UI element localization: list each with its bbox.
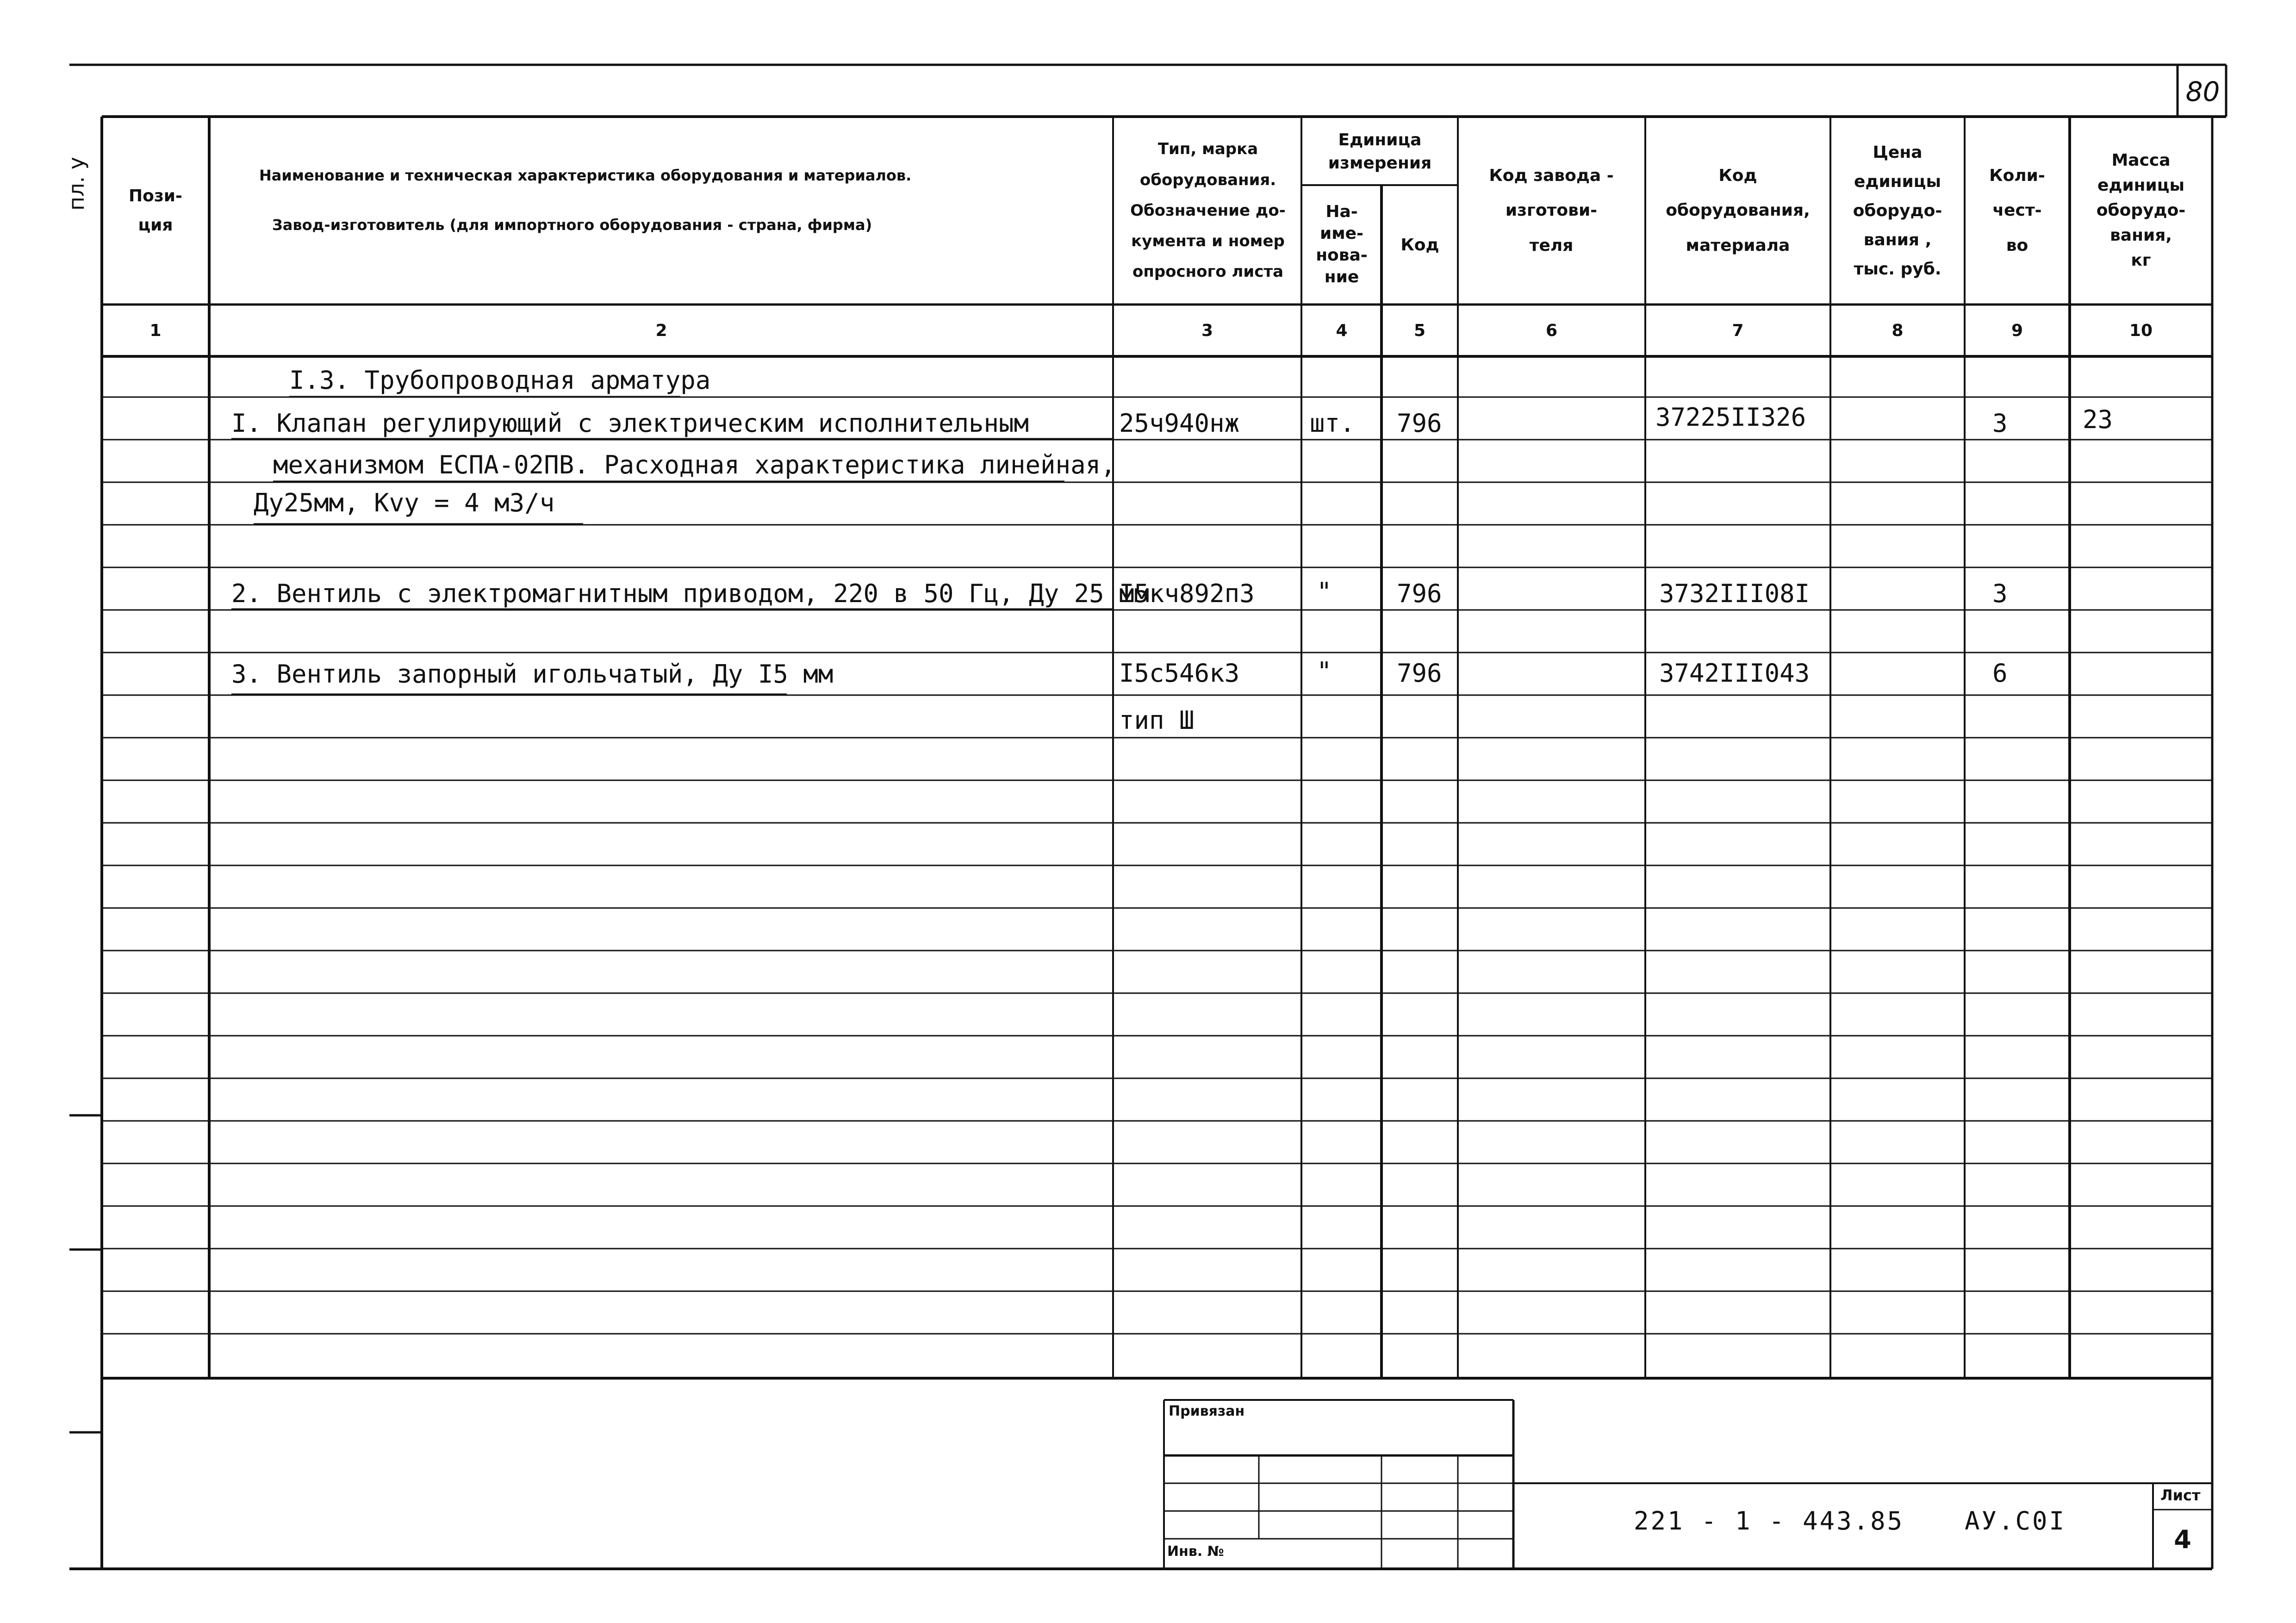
header-equipment-code: Код оборудования, материала	[1666, 166, 1810, 255]
row-6-type: тип Ш	[1119, 706, 1195, 735]
colnum-9: 9	[2011, 321, 2023, 340]
row-3-name: Ду25мм, Кvу = 4 м3/ч	[254, 488, 555, 517]
header-unit-code: Код	[1400, 235, 1439, 255]
colnum-6: 6	[1545, 321, 1558, 340]
colnum-10: 10	[2129, 321, 2153, 340]
row-5-unit-code: 796	[1397, 659, 1442, 688]
row-5-name: 3. Вентиль запорный игольчатый, Ду I5 мм	[231, 659, 834, 689]
document-code: АУ.С0I	[1965, 1506, 2066, 1536]
header-unit-group: Единица измерения	[1328, 130, 1432, 173]
header-type-mark: Тип, марка оборудования. Обозначение до- кумента и номер опросного листа	[1130, 140, 1286, 281]
row-5-unit: "	[1317, 657, 1332, 686]
document-number: 221 - 1 - 443.85	[1634, 1506, 1904, 1536]
row-4-type: I5кч892п3	[1119, 579, 1255, 608]
colnum-7: 7	[1732, 321, 1744, 340]
colnum-8: 8	[1892, 321, 1904, 340]
sheet-value: 4	[2174, 1524, 2191, 1554]
row-5-equip-code: 3742III043	[1659, 659, 1810, 688]
row-5-type: I5с546к3	[1119, 659, 1240, 688]
row-1-equip-code: 37225II326	[1655, 403, 1806, 432]
row-4-unit-code: 796	[1397, 579, 1442, 608]
row-4-equip-code: 3732III08I	[1659, 579, 1810, 608]
header-quantity: Коли- чест- во	[1989, 166, 2045, 255]
row-1-qty: 3	[1992, 409, 2008, 438]
row-1-unit-code: 796	[1397, 409, 1442, 438]
corner-sheet-number: 80	[2185, 75, 2220, 107]
row-section-heading: I.3. Трубопроводная арматура	[289, 366, 711, 395]
bound-label: Привязан	[1169, 1403, 1245, 1419]
header-unit-mass: Масса единицы оборудо- вания, кг	[2096, 151, 2186, 270]
row-2-name: механизмом ЕСПА-02ПВ. Расходная характеристика линейная,	[273, 450, 1116, 479]
header-unit-name: На- име- нова- ние	[1316, 202, 1368, 286]
header-position: Пози- ция	[129, 187, 182, 235]
row-4-unit: "	[1317, 577, 1332, 606]
row-1-name: I. Клапан регулирующий с электрическим исполнительным	[231, 409, 1029, 438]
sheet-label: Лист	[2160, 1486, 2201, 1504]
margin-note: пл. у	[64, 157, 89, 211]
row-1-mass: 23	[2083, 405, 2113, 434]
colnum-4: 4	[1336, 321, 1348, 340]
header-name-line2: Завод-изготовитель (для импортного оборудования - страна, фирма)	[272, 216, 872, 234]
colnum-2: 2	[655, 321, 667, 340]
header-unit-price: Цена единицы оборудо- вания , тыс. руб.	[1853, 143, 1942, 279]
colnum-3: 3	[1201, 321, 1213, 340]
row-1-type: 25ч940нж	[1119, 409, 1240, 438]
colnum-1: 1	[149, 321, 162, 340]
inv-label: Инв. №	[1167, 1543, 1224, 1560]
colnum-5: 5	[1413, 321, 1426, 340]
row-1-unit: шт.	[1310, 409, 1355, 438]
header-factory-code: Код завода - изготови- теля	[1489, 166, 1614, 255]
row-5-qty: 6	[1992, 659, 2008, 688]
header-name-line1: Наименование и техническая характеристика оборудования и материалов.	[259, 167, 912, 184]
row-4-qty: 3	[1992, 579, 2008, 608]
row-4-name: 2. Вентиль с электромагнитным приводом, 220 в 50 Гц, Ду 25 мм	[231, 579, 1150, 608]
